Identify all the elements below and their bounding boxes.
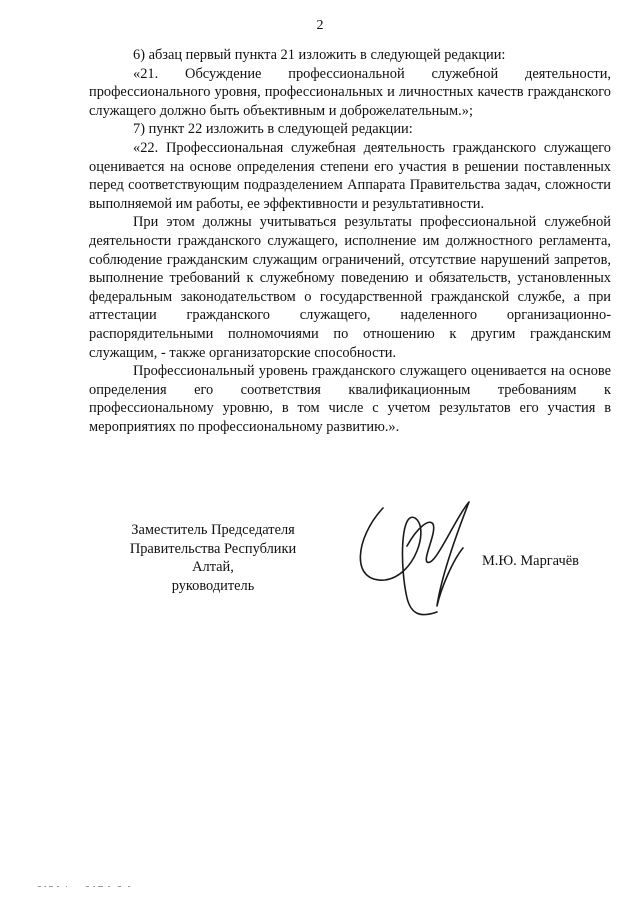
signatory-title-line: руководитель	[171, 577, 255, 594]
paragraph-quote-21: «21. Обсуждение профессиональной служебной деятельности, профессионального уровня, профессиональных и личностных качеств гражданского служащего должно быть объективным и доброжелательным.»;	[89, 65, 611, 119]
paragraph-evaluation-criteria: При этом должны учитываться результаты профессиональной служебной деятельности гражданского служащего, исполнение им должностного регламента, соблюдение гражданским служащим ограничений, отсутствие нарушений запретов, выполнение требований к служебному поведению и обязательств, установленных федеральным законодательством о государственной гражданской службе, а при аттестации гражданского служащего, наделенного организационно-распорядительными полномочиями по отношению к другим гражданским служащим, - также организаторские способности.	[89, 214, 611, 361]
paragraph-item-6-header: 6) абзац первый пункта 21 изложить в следующей редакции:	[133, 47, 506, 63]
signatory-title-line: Правительства Республики Алтай,	[129, 540, 297, 576]
paragraph-quote-22: «22. Профессиональная служебная деятельность гражданского служащего оценивается на основе определения степени его участия в решении поставленных перед соответствующим подразделением Аппарата Правительства задач, сложности выполняемой им работы, ее эффективности и результативности.	[89, 139, 611, 212]
scan-artifact	[38, 885, 134, 889]
page-number: 2	[316, 18, 324, 33]
signatory-title	[108, 521, 318, 595]
signatory-name: М.Ю. Маргачёв	[482, 553, 579, 569]
paragraph-professional-level: Профессиональный уровень гражданского служащего оценивается на основе определения его соответствия квалификационным требованиям к профессиональному уровню, в том числе с учетом результатов его участия в мероприятиях по профессиональному развитию.».	[89, 363, 611, 435]
paragraph-item-7-header: 7) пункт 22 изложить в следующей редакции:	[133, 121, 413, 138]
signatory-title-line: Заместитель Председателя	[131, 522, 295, 538]
document-body	[89, 46, 611, 436]
handwritten-signature	[345, 488, 490, 623]
